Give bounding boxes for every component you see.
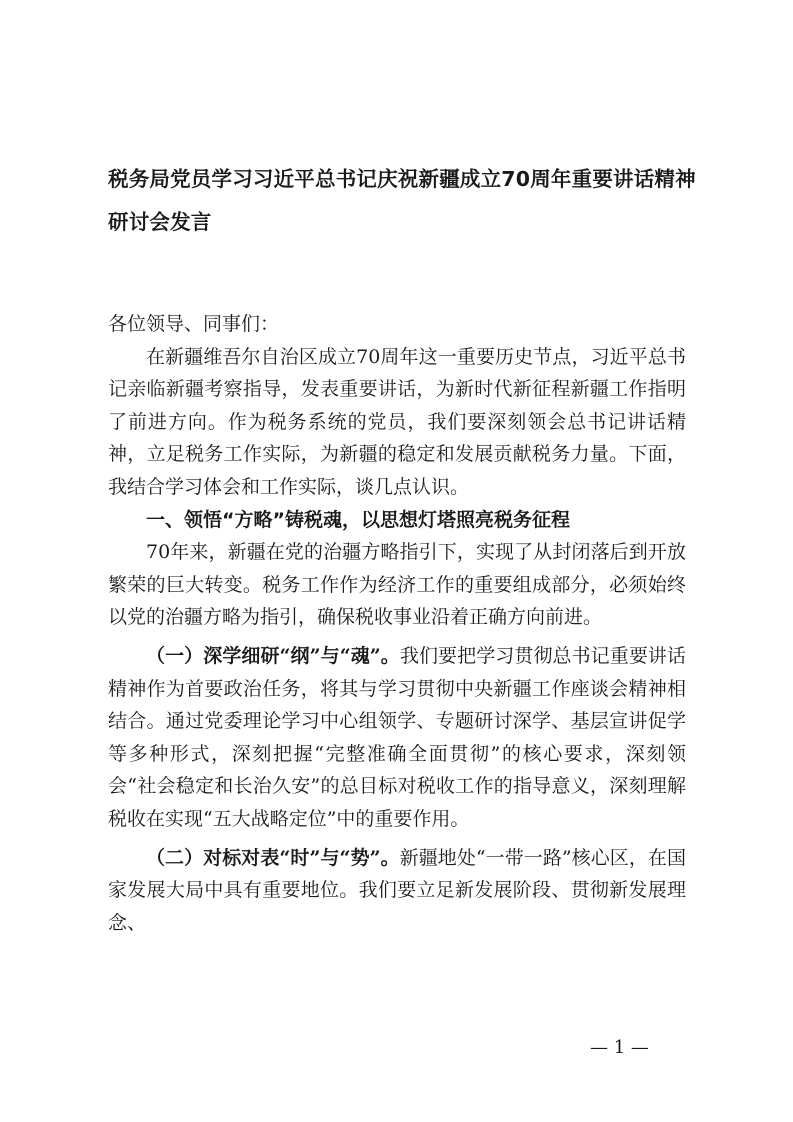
document-body (108, 308, 686, 939)
salutation: 各位领导、同事们： (108, 313, 280, 335)
subsection-1-text: 我们要把学习贯彻总书记重要讲话精神作为首要政治任务，将其与学习贯彻中央新疆工作座谈会精神相结合。通过党委理论学习中心组领学、专题研讨深学、基层宣讲促学等多种形式，深刻把握“完整准确全面贯彻”的核心要求，深刻领会“社会稳定和长治久安”的总目标对税收工作的指导意义，深刻理解税收在实现“五大战略定位”中的重要作用。 (108, 644, 686, 830)
intro-paragraph: 在新疆维吾尔自治区成立70周年这一重要历史节点，习近平总书记亲临新疆考察指导，发表重要讲话，为新时代新征程新疆工作指明了前进方向。作为税务系统的党员，我们要深刻领会总书记讲话精神，立足税务工作实际，为新疆的稳定和发展贡献税务力量。下面，我结合学习体会和工作实际，谈几点认识。 (108, 345, 686, 498)
page-number: — 1 — (590, 1037, 649, 1058)
subsection-1-paragraph (108, 640, 686, 836)
section-1-heading: 一、领悟“方略”铸税魂，以思想灯塔照亮税务征程 (146, 508, 570, 531)
subsection-2-text: 新疆地处“一带一路”核心区，在国家发展大局中具有重要地位。我们要立足新发展阶段、贯彻新发展理念、 (108, 846, 686, 934)
subsection-2-heading: （二）对标对表“时”与“势”。 (146, 846, 400, 869)
section-1-paragraph: 70年来，新疆在党的治疆方略指引下，实现了从封闭落后到开放繁荣的巨大转变。税务工作作为经济工作的重要组成部分，必须始终以党的治疆方略为指引，确保税收事业沿着正确方向前进。 (108, 541, 686, 629)
subsection-2-paragraph (108, 842, 686, 940)
document-title: 税务局党员学习习近平总书记庆祝新疆成立70周年重要讲话精神研讨会发言 (108, 167, 696, 234)
subsection-1-heading: （一）深学细研“纲”与“魂”。 (146, 644, 400, 667)
